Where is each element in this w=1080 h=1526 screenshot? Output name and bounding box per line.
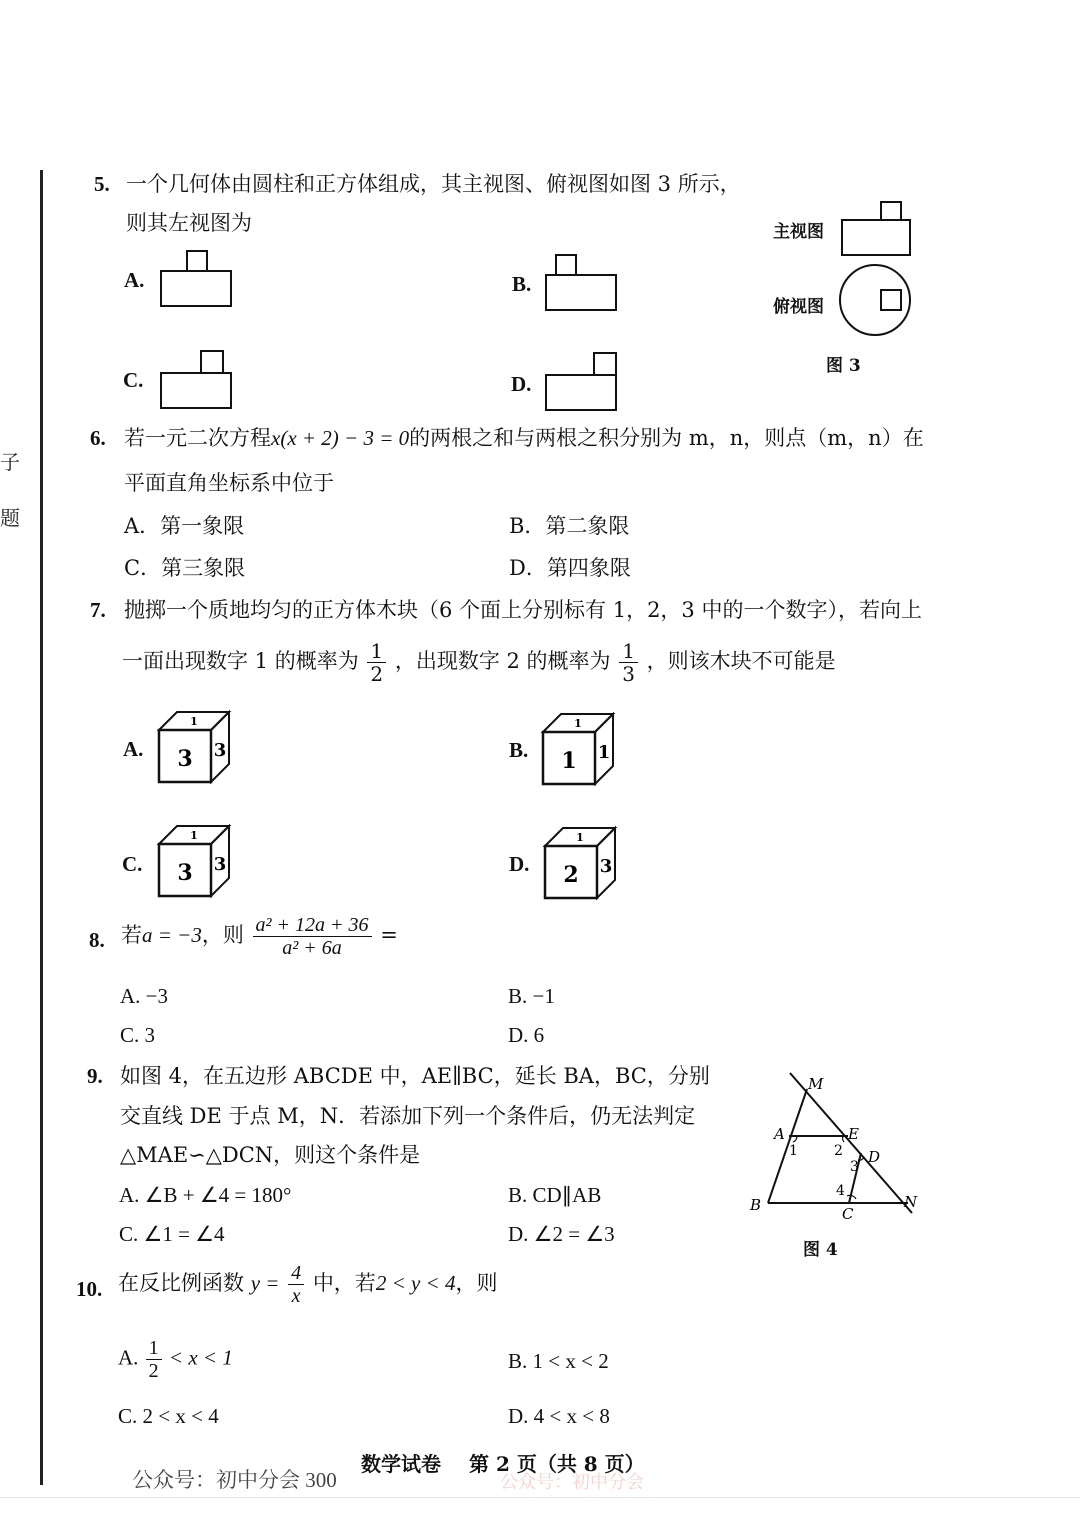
cube-front-number: 3 [177, 746, 193, 772]
option-d-cube [539, 824, 623, 902]
point-d: D [868, 1148, 881, 1166]
option-a-view [155, 248, 235, 310]
angle-1-label: 1 [789, 1143, 798, 1159]
point-n: N [904, 1193, 918, 1211]
cube-front-number: 2 [563, 862, 579, 888]
probability-fraction-2: $\frac{1}{3}$ [619, 640, 638, 685]
option-b: B. −1 [508, 984, 555, 1008]
option-c: C. 2 < x < 4 [118, 1404, 219, 1428]
margin-char-2: 题 [0, 506, 20, 530]
question-stem-line3: △MAE∽△DCN，则这个条件是 [120, 1143, 421, 1167]
top-view-label: 俯视图 [773, 297, 824, 317]
option-c-view [155, 348, 235, 414]
option-d-view [540, 350, 624, 416]
cube-front-number: 1 [561, 748, 577, 774]
question-stem: 若a = −3，则 $\frac{\text{a² + 12a + 36}}{\text{a² + 6a}}$ = [121, 914, 398, 959]
option-d: D. ∠2 = ∠3 [508, 1222, 615, 1246]
option-d: D. 6 [508, 1023, 545, 1047]
cube-side-number: 3 [599, 856, 613, 877]
option-d: D．第四象限 [509, 556, 631, 580]
question-number: 8. [89, 928, 105, 952]
option-a: A. $\frac{1}{2}$ < x < 1 [118, 1337, 233, 1382]
point-m: M [808, 1075, 824, 1093]
bottom-divider [0, 1497, 1080, 1498]
angle-4-label: 4 [836, 1183, 845, 1199]
margin-char-1: 子 [0, 450, 20, 474]
footer-title: 数学试卷 [361, 1452, 441, 1476]
condition: a = −3 [142, 923, 202, 947]
cube-top-number: 1 [576, 831, 584, 844]
option-b-label: B. [512, 272, 532, 296]
figure-4-caption: 图 4 [803, 1240, 838, 1260]
main-view-label: 主视图 [773, 222, 824, 242]
point-b: B [750, 1196, 762, 1214]
option-c-cube [153, 822, 237, 900]
question-number: 6. [90, 426, 106, 450]
cube-side-number: 3 [213, 740, 227, 761]
footer-page: 第 2 页（共 8 页） [469, 1452, 645, 1476]
option-c-label: C. [123, 368, 144, 392]
option-b: B．第二象限 [509, 514, 630, 538]
point-a: A [774, 1125, 785, 1143]
equation: x(x + 2) − 3 = 0 [271, 426, 410, 450]
cube-side-number: 3 [213, 854, 227, 875]
question-stem-line2: 交直线 DE 于点 M，N．若添加下列一个条件后，仍无法判定 [120, 1104, 696, 1128]
question-stem: 如图 4，在五边形 ABCDE 中，AE∥BC，延长 BA，BC，分别 [120, 1064, 710, 1088]
algebraic-fraction: $\frac{\text{a² + 12a + 36}}{\text{a² + 6a}}$ [253, 914, 372, 959]
option-b: B. 1 < x < 2 [508, 1349, 609, 1373]
watermark-left: 公众号：初中分会 300 [132, 1468, 337, 1492]
option-b: B. CD∥AB [508, 1183, 602, 1207]
option-b-view [540, 252, 620, 314]
option-a-label: A. [123, 737, 144, 761]
question-stem-line2: 平面直角坐标系中位于 [124, 471, 334, 495]
cube-top-number: 1 [574, 717, 582, 730]
figure-3-caption: 图 3 [826, 356, 861, 376]
cube-top-number: 1 [190, 829, 198, 842]
angle-3-label: 3 [850, 1159, 859, 1175]
figure-4-drawing [740, 1065, 930, 1225]
option-d-label: D. [509, 852, 530, 876]
option-c: C. ∠1 = ∠4 [119, 1222, 225, 1246]
angle-2-label: 2 [834, 1143, 843, 1159]
probability-fraction-1: $\frac{1}{2}$ [367, 640, 386, 685]
option-c-label: C. [122, 852, 143, 876]
question-stem: 抛掷一个质地均匀的正方体木块（6 个面上分别标有 1，2，3 中的一个数字），若向上 [124, 598, 922, 622]
figure-3-drawing [835, 198, 925, 343]
binding-margin-line [40, 170, 43, 1485]
option-b-label: B. [509, 738, 529, 762]
point-c: C [842, 1205, 854, 1223]
option-a-label: A. [124, 268, 145, 292]
function-fraction: $\frac{4}{x}$ [288, 1262, 304, 1307]
question-stem: 一个几何体由圆柱和正方体组成，其主视图、俯视图如图 3 所示， [126, 172, 741, 196]
option-c: C. 3 [120, 1023, 156, 1047]
question-number: 10. [76, 1277, 103, 1301]
option-b-cube [537, 710, 621, 788]
option-a-fraction: $\frac{1}{2}$ [146, 1337, 162, 1382]
question-stem: 若一元二次方程x(x + 2) − 3 = 0的两根之和与两根之积分别为 m，n，则点（m，n）在 [124, 426, 924, 450]
cube-top-number: 1 [190, 715, 198, 728]
question-stem: 在反比例函数 y = $\frac{4}{x}$ 中，若2 < y < 4，则 [118, 1262, 498, 1307]
option-d: D. 4 < x < 8 [508, 1404, 610, 1428]
cube-side-number: 1 [597, 742, 611, 763]
option-d-label: D. [511, 372, 532, 396]
question-stem-line2: 则其左视图为 [126, 211, 252, 235]
question-number: 9. [87, 1064, 103, 1088]
option-a: A．第一象限 [124, 514, 245, 538]
cube-front-number: 3 [177, 860, 193, 886]
option-a: A. −3 [120, 984, 169, 1008]
option-a: A. ∠B + ∠4 = 180° [119, 1183, 292, 1207]
question-number: 7. [90, 598, 106, 622]
question-number: 5. [94, 172, 110, 196]
option-c: C．第三象限 [124, 556, 246, 580]
point-e: E [848, 1125, 859, 1143]
watermark-center: 公众号：初中分会 [500, 1472, 644, 1493]
question-stem-line2: 一面出现数字 1 的概率为 $\frac{1}{2}$ ，出现数字 2 的概率为 $\frac{1}{3}$ ，则该木块不可能是 [122, 639, 836, 686]
option-a-cube [153, 708, 237, 786]
